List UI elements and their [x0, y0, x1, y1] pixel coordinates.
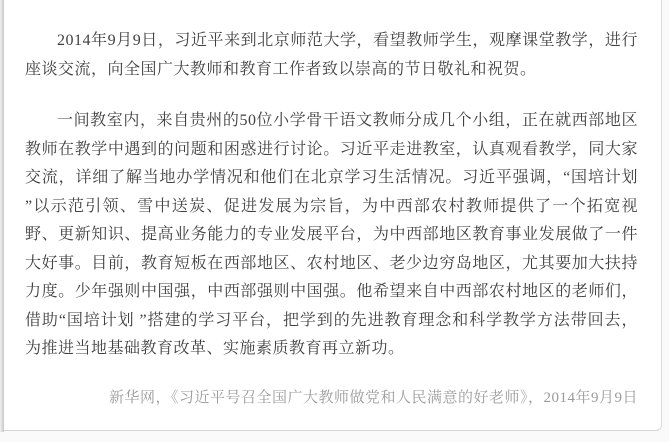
paragraph-intro: 2014年9月9日，习近平来到北京师范大学，看望教师学生，观摩课堂教学，进行座谈交流，向全国广大教师和教育工作者致以崇高的节日敬礼和祝贺。	[25, 32, 638, 78]
article-content	[4, 0, 661, 409]
paragraph-body: 一间教室内，来自贵州的50位小学骨干语文教师分成几个小组，正在就西部地区教师在教学中遇到的问题和困惑进行讨论。习近平走进教室，认真观看教学，同大家交流，详细了解当地办学情况和他们在北京学习生活情况。习近平强调，“国培计划 ”以示范引领、雪中送炭、促进发展为宗旨，为中西部农村教师提供了一个拓宽视野、更新知识、提高业务能力的专业发展平台，为中西部地区教育事业发展做了一件大好事。目前，教育短板在西部地区、农村地区、老少边穷岛地区，尤其要加大扶持力度。少年强则中国强，中西部强则中国强。他希望来自中西部农村地区的老师们，借助“国培计划 ”搭建的学习平台，把学到的先进教育理念和科学教学方法带回去，为推进当地基础教育改革、实施素质教育再立新功。	[25, 112, 638, 357]
source-citation: 新华网，《习近平号召全国广大教师做党和人民满意的好老师》，2014年9月9日	[108, 389, 638, 406]
article-card	[4, 0, 662, 431]
